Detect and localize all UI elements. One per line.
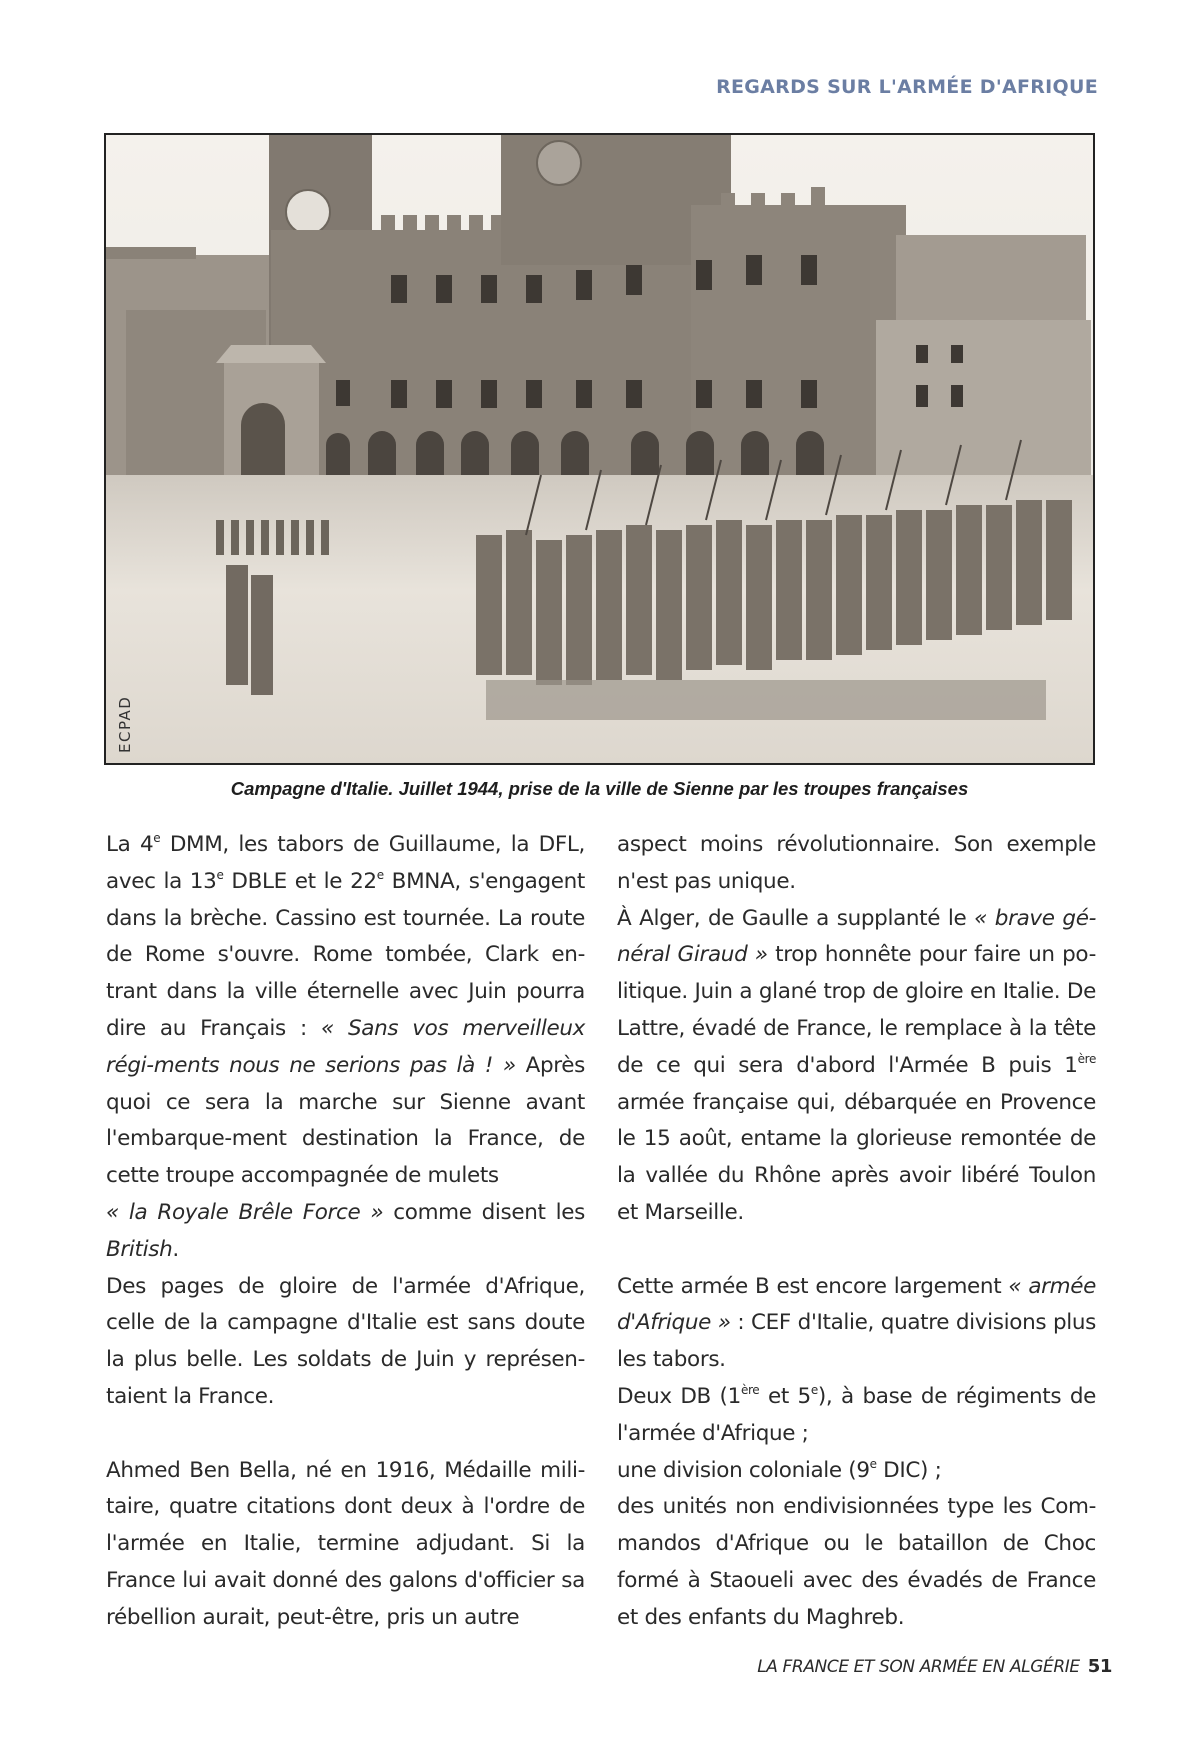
paragraph: « la Royale Brêle Force » comme disent les British.: [106, 1199, 585, 1262]
paragraph: Ahmed Ben Bella, né en 1916, Médaille mili-taire, quatre citations dont deux à l'ordre de l'armée en Italie, termine adjudant. Si la France lui avait donné des galons d'officier sa rébellion aurait, peut-être, pris un autre: [106, 1457, 585, 1630]
quote: « armée d'Afrique »: [617, 1273, 1096, 1336]
photo-caption: Campagne d'Italie. Juillet 1944, prise de la ville de Sienne par les troupes françaises: [230, 778, 969, 799]
left-column: [106, 827, 585, 1637]
photo-credit: ECPAD: [116, 695, 134, 753]
photo-siena-parade: [104, 133, 1095, 765]
paragraph: une division coloniale (9e DIC) ;: [617, 1456, 942, 1483]
page-footer: [757, 1656, 1112, 1677]
photo-image: [106, 135, 1093, 763]
paragraph: La 4e DMM, les tabors de Guillaume, la DFL, avec la 13e DBLE et le 22e BMNA, s'engagent dans la brèche. Cassino est tournée. La route de Rome s'ouvre. Rome tombée, Clark en-trant dans la ville éternelle avec Juin pourra dire au Français : « Sans vos merveilleux régi-ments nous ne serions pas là ! » Après quoi ce sera la marche sur Sienne avant l'embarque-ment destination la France, de cette troupe accompagnée de mulets: [106, 831, 586, 1189]
paragraph: Cette armée B est encore largement « armée d'Afrique » : CEF d'Italie, quatre divisions plus les tabors.: [617, 1273, 1096, 1373]
page-number: 51: [1087, 1656, 1112, 1677]
paragraph: aspect moins révolutionnaire. Son exemple n'est pas unique.: [617, 832, 1096, 894]
paragraph: Des pages de gloire de l'armée d'Afrique, celle de la campagne d'Italie est sans doute la plus belle. Les soldats de Juin y représen-taient la France.: [106, 1273, 585, 1409]
quote: « brave gé-néral Giraud »: [617, 905, 1096, 968]
publication-title: LA FRANCE ET SON ARMÉE EN ALGÉRIE: [757, 1657, 1080, 1677]
right-column: [617, 827, 1096, 1637]
running-header: REGARDS SUR L'ARMÉE D'AFRIQUE: [716, 76, 1098, 98]
quote: « Sans vos merveilleux régi-ments nous ne serions pas là ! »: [106, 1015, 586, 1078]
paragraph: des unités non endivisionnées type les Com-mandos d'Afrique ou le bataillon de Choc formé à Staoueli avec des évadés de France et des enfants du Maghreb.: [617, 1494, 1096, 1630]
paragraph: À Alger, de Gaulle a supplanté le « brave gé-néral Giraud » trop honnête pour faire un po-litique. Juin a glané trop de gloire en Italie. De Lattre, évadé de France, le remplace à la tête de ce qui sera d'abord l'Armée B puis 1ère armée française qui, débarquée en Provence le 15 août, entame la glorieuse remontée de la vallée du Rhône après avoir libéré Toulon et Marseille.: [617, 905, 1096, 1225]
paragraph: Deux DB (1ère et 5e), à base de régiments de l'armée d'Afrique ;: [617, 1382, 1096, 1446]
